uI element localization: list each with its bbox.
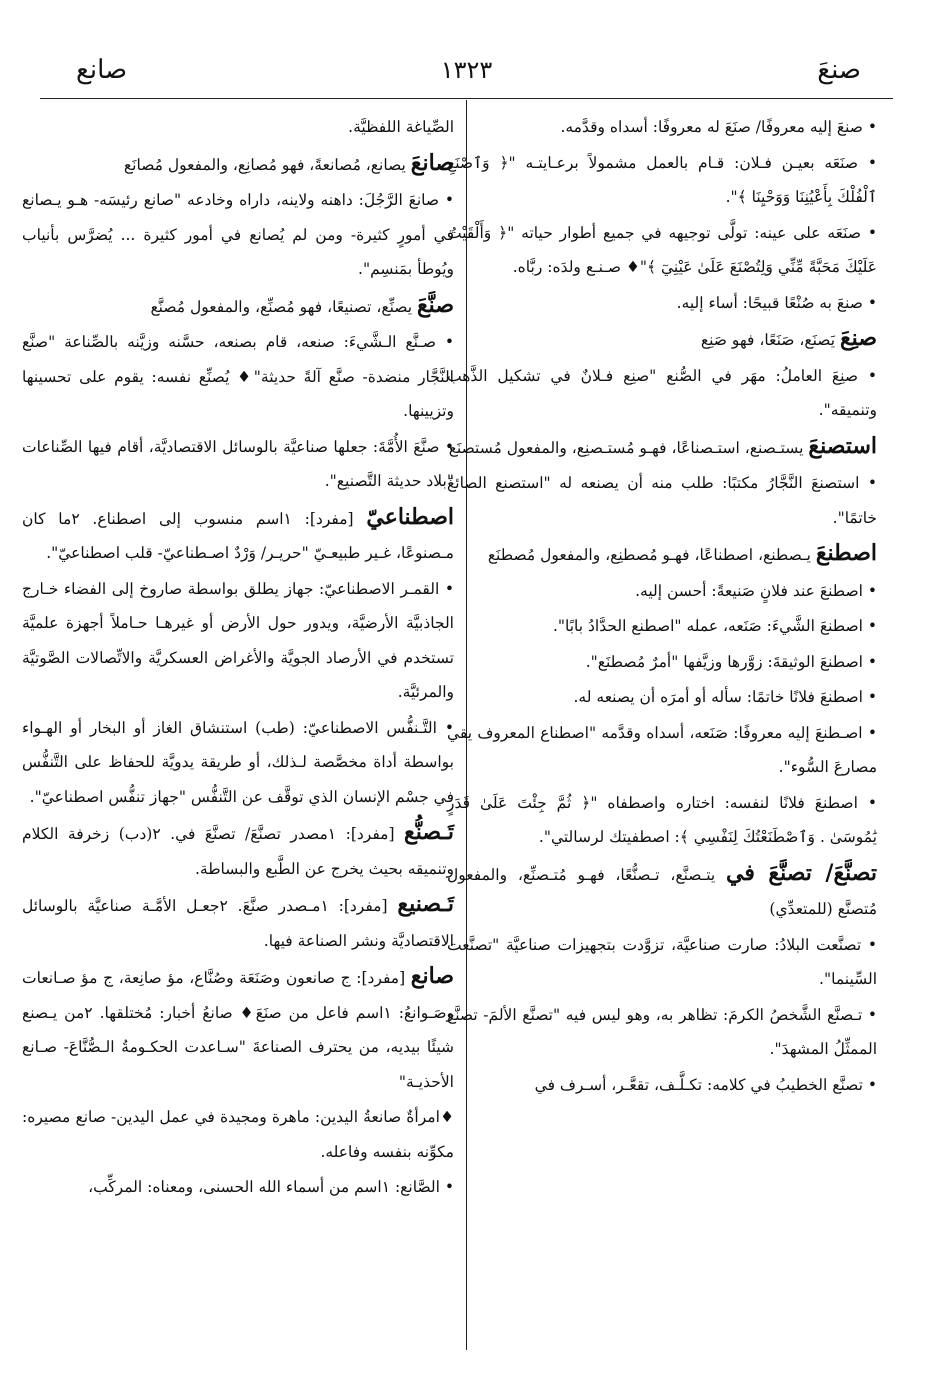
sense-definition: • تصنَّع الخطيبُ في كلامه: تكـلَّـف، تقعَّـر، أسـرف في [534, 1075, 877, 1094]
sense-definition: • صنَّعَ الأُمَّةَ: جعلها صناعيَّة بالوسائل الاقتصاديَّة، أقام فيها الصِّناعات "بلاد حديثة التَّصنيع". [22, 437, 454, 490]
sense-definition: • صنَعَه على عينه: تولَّى توجيهه في جميع أطوار حياته "﴿ وَأَلْقَيْتُ عَلَيْكَ مَحَبَّةً مِّنِّي وَلِتُصْنَعَ عَلَىٰ عَيْنِيٓ ﴾"♦ صـنـع ولدَه: ربَّاه. [447, 223, 877, 276]
entry-headword [22, 288, 454, 325]
headword-term: تصنَّعَ/ تصنَّعَ في [726, 859, 877, 886]
headword-inflections: [مفرد]: ١مصدر تصنَّعَ/ تصنَّعَ في. ٢(دب) زخرفة الكلام وتنميقه بحيث يخرج عن الطَّبع والبساطة. [22, 825, 454, 878]
headword-inflections: يَصنَع، صَنَعًا، فهو صَنِع [700, 331, 840, 349]
sense-definition: • اصطنعَ فلانًا خاتمًا: سأله أو أمرَه أن يصنعه له. [573, 688, 877, 706]
header-divider [40, 98, 893, 99]
sense-definition: • صنعَ به صُنْعًا قبيحًا: أساء إليه. [676, 293, 877, 312]
entry-headword [447, 856, 877, 927]
sense-definition: • تصنَّعت البلادُ: صارت صناعيَّة، تزوَّدت بتجهيزات صناعيَّة "تصنَّعت السِّينما". [447, 935, 877, 988]
headword-inflections: يستـصنع، استـصناعًا، فهـو مُستـصنِع، والمفعول مُستصنَع [448, 438, 809, 457]
headword-inflections: يتـصنَّع، تـصنُّعًا، فهـو مُتـصنِّع، والمفعول مُتصنَّع (للمتعدِّي) [447, 865, 877, 918]
sense-definition: • اصـطنعَ إليه معروفًا: صَنَعه، أسداه وقدَّمه "اصطناع المعروف يقي مصارعَ السُّوء". [447, 723, 877, 776]
sense-definition: • صانعَ الرَّجُلَ: داهنه ولاينه، داراه وخادعه "صانع رئيسَه- هـو يـصانع في أمورٍ كثيرة- ومن لم يُصانع في أمور كثيرة ... يُضرَّس بأنياب ويُوطأ بمَنسِم". [22, 191, 454, 278]
entry-headword [447, 429, 877, 466]
headword-term: اصطناعيّ [366, 503, 455, 530]
headword-term: تَـصنيع [397, 891, 455, 917]
headword-term: صنِعَ [839, 325, 877, 351]
left-column [22, 110, 454, 1206]
entry-headword [22, 500, 454, 571]
headword-inflections: يصانع، مُصانعةً، فهو مُصانِع، والمفعول مُصانَع [123, 155, 411, 174]
sense-definition: • اصطنعَ الوثيقةَ: زوَّرها وزيَّفها "أمرٌ مُصطنَع". [585, 652, 877, 671]
headword-term: اصطنعَ [815, 540, 877, 566]
sense-definition: • الصَّانع: ١اسم من أسماء الله الحسنى، ومعناه: المركِّب، [88, 1178, 454, 1196]
entry-headword [447, 321, 877, 358]
sense-definition: • تـصنَّع الشَّخصُ الكرمَ: تظاهر به، وهو ليس فيه "تصنَّع الألمَ- تصنَّع الممثِّلُ المشهدَ". [447, 1005, 877, 1058]
entry-headword [22, 815, 454, 886]
sense-definition: • صنَعَه بعيـن فـلان: قـام بالعمل مشمولاً برعـايتـه "﴿ وَٱصْنَعِ ٱلْفُلْكَ بِأَعْيُنِنَا وَوَحْيِنَا ﴾". [447, 153, 877, 206]
sense-definition: • صنِعَ العاملُ: مهَر في الصُّنع "صنِع فـلانٌ في تشكيل الذَّهب وتنميقه". [447, 366, 877, 419]
sense-definition: • القمـر الاصطناعيّ: جهاز يطلق بواسطة صاروخ إلى الفضاء خـارج الجاذبيَّة الأرضيَّة، ويدور حول الأرض أو غيرهـا حـاملاً أجهزة علميَّة تستخدم في الأرصاد الجويَّة والأغراض العسكريَّة والاتِّصالات الصَّوتيَّة والمرئيَّة. [22, 579, 454, 701]
header-right-word: صنعَ [817, 55, 861, 85]
running-header [40, 52, 893, 92]
entry-headword [447, 536, 877, 573]
sense-definition: ♦امرأةٌ صانعةُ اليدين: ماهرة ومجيدة في عمل اليدين- صانع مصيره: مكوِّنه بنفسه وفاعله. [22, 1108, 454, 1161]
sense-definition: • صـنَّع الـشَّيءَ: صنعه، قام بصنعه، حسَّنه وزيَّنه بالصِّناعة "صنَّع النَّجَّار منضدة- صنَّع آلةً حديثة"♦ يُصنِّع نفسه: يقوم على تحسينها وتزيينها. [22, 333, 454, 420]
page-number: ١٣٢٣ [440, 56, 493, 84]
headword-inflections: [مفرد]: ج صانعون وصَنَعَة وصُنَّاع، مؤ صانِعة، ج مؤ صـانعات وصَـوانعُ: ١اسم فاعل من صنَعَ♦ صانعُ أخبار: مُختلقها. ٢من يـصنع شيئًا بيديه، من يحترف الصناعةَ "سـاعدت الحكـومةُ الـصُّنَّاعَ- صـانع الأحذيـة" [22, 969, 454, 1091]
headword-inflections: [مفرد]: ١مـصدر صنَّعَ. ٢جعـل الأمَّـة صناعيَّة بالوسائل الاقتصاديَّة ونشر الصناعة فيها. [22, 897, 454, 950]
entry-headword [22, 887, 454, 958]
sense-definition: • اصطنعَ عند فلانٍ صَنيعةً: أحسن إليه. [635, 581, 877, 600]
entry-headword [22, 959, 454, 1099]
headword-term: صنَّعَ [416, 291, 454, 318]
headword-term: صانعَ [410, 149, 454, 176]
sense-definition: الصِّياغة اللفظيَّة. [348, 118, 454, 136]
sense-definition: • اصطنعَ الشَّيءَ: صَنَعه، عمله "اصطنع الحدَّادُ بابًا". [552, 617, 877, 635]
headword-inflections: يـصطنع، اصطناعًا، فهـو مُصطنِع، والمفعول مُصطنَع [487, 546, 816, 564]
headword-inflections: [مفرد]: ١اسم منسوب إلى اصطناع. ٢ما كان مـصنوعًا، غـير طبيعـيّ "حريـر/ وَرْدٌ اصـطناعيّ- قلب اصطناعيّ". [22, 509, 454, 562]
right-column [447, 110, 877, 1103]
sense-definition: • صنعَ إليه معروفًا/ صنَعَ له معروفًا: أسداه وقدَّمه. [560, 118, 877, 136]
entry-headword [22, 146, 454, 183]
header-left-word: صانع [76, 55, 128, 85]
sense-definition: • اصطنعَ فلانًا لنفسه: اختاره واصطفاه "﴿ ثُمَّ جِئْتَ عَلَىٰ قَدَرٍ يَٰمُوسَىٰ . وَٱصْطَنَعْتُكَ لِنَفْسِي ﴾: اصطفيتك لرسالتي". [447, 793, 877, 846]
headword-inflections: يصنِّع، تصنيعًا، فهو مُصنِّع، والمفعول مُصنَّع [150, 297, 417, 316]
sense-definition: • التَّـنفُّس الاصطناعيّ: (طب) استنشاق الغاز أو البخار أو الهـواء بواسطة أداة مخصَّصة لـذلك، أو طريقة يدويَّة للحفاظ على التَّنفُّس في جسْم الإنسان الذي توقَّف عن التَّنفُّس "جهاز تنفُّس اصطناعيّ". [22, 718, 454, 806]
sense-definition: • استصنعَ النَّجَّارُ مكتبًا: طلب منه أن يصنعه له "استصنع الصائغَ خاتمًا". [447, 474, 877, 527]
headword-term: استصنعَ [808, 432, 877, 459]
headword-term: صانع [410, 963, 454, 989]
headword-term: تَـصنُّع [404, 819, 454, 845]
